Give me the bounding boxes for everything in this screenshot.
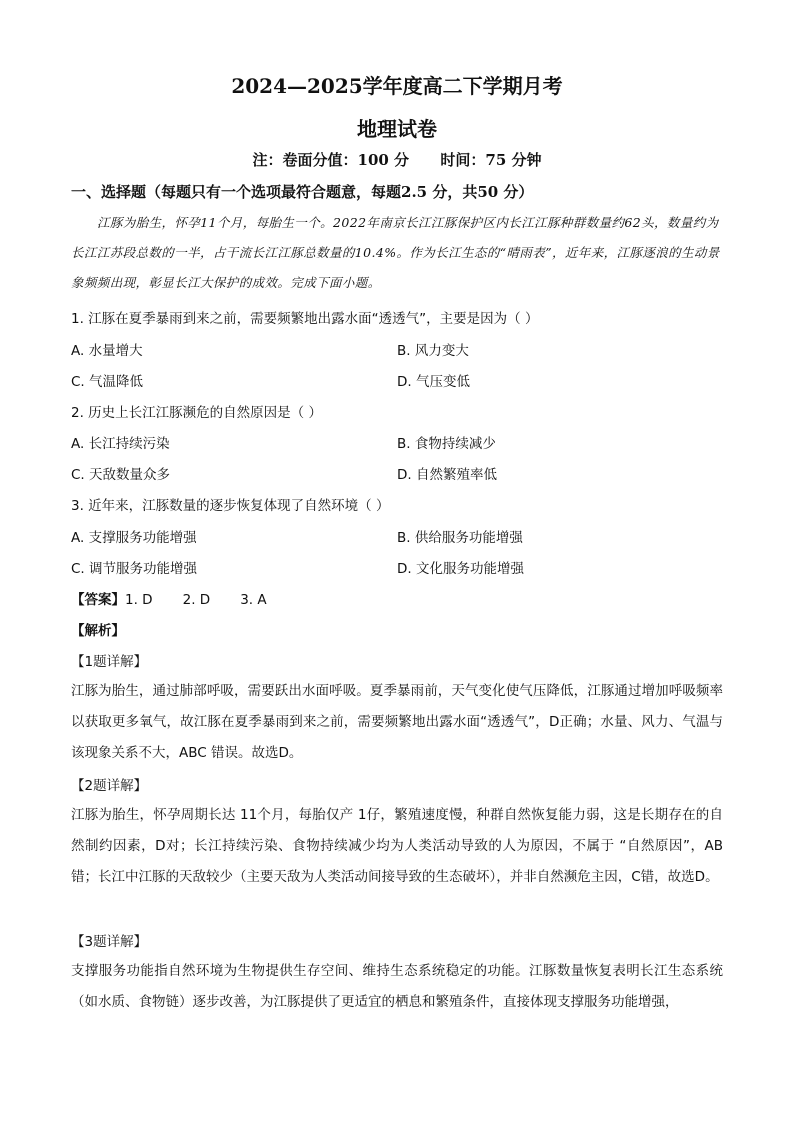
question-2-stem: 2. 历史上长江江豚濒危的自然原因是（ ）	[71, 405, 322, 421]
question-1-option-c: C. 气温降低	[71, 374, 144, 390]
page-title: 2024—2025学年度高二下学期月考	[231, 74, 563, 98]
question-2-option-a: A. 长江持续污染	[71, 436, 170, 452]
detail-2-label: 【2题详解】	[71, 778, 148, 794]
question-3-option-d: D. 文化服务功能增强	[397, 561, 524, 577]
question-3-option-c: C. 调节服务功能增强	[71, 561, 198, 577]
question-1-option-b: B. 风力变大	[397, 343, 469, 359]
question-1-option-a: A. 水量增大	[71, 343, 143, 359]
analysis-label-text: 【解析】	[71, 623, 125, 639]
detail-1-label: 【1题详解】	[71, 654, 148, 670]
analysis-label	[71, 619, 125, 639]
section-heading: 一、选择题（每题只有一个选项最符合题意，每题2.5 分，共50 分）	[71, 183, 534, 201]
exam-note: 注：卷面分值：100 分 时间：75 分钟	[252, 151, 542, 169]
answer-text: 1. D 2. D 3. A	[125, 592, 267, 608]
detail-1-text: 江豚为胎生，通过肺部呼吸，需要跃出水面呼吸。夏季暴雨前，天气变化使气压降低，江豚通过增加呼吸频率以获取更多氧气，故江豚在夏季暴雨到来之前，需要频繁地出露水面“透透气”，D正确；水量、风力、气温与该现象关系不大，ABC 错误。故选D。	[71, 683, 723, 761]
detail-3-text: 支撑服务功能指自然环境为生物提供生存空间、维持生态系统稳定的功能。江豚数量恢复表明长江生态系统（如水质、食物链）逐步改善，为江豚提供了更适宜的栖息和繁殖条件，直接体现支撑服务功能增强，	[71, 963, 723, 1010]
intro-paragraph: 江豚为胎生，怀孕11个月，每胎生一个。2022年南京长江江豚保护区内长江江豚种群数量约62头，数量约为长江江苏段总数的一半，占干流长江江豚总数量的10.4%。作为长江生态的“晴雨表”，近年来，江豚逐浪的生动景象频频出现，彰显长江大保护的成效。完成下面小题。	[71, 215, 720, 290]
question-3-option-b: B. 供给服务功能增强	[397, 530, 523, 546]
question-2-option-d: D. 自然繁殖率低	[397, 467, 497, 483]
detail-3-label: 【3题详解】	[71, 934, 148, 950]
question-2-option-b: B. 食物持续减少	[397, 436, 496, 452]
question-1-stem: 1. 江豚在夏季暴雨到来之前，需要频繁地出露水面“透透气”，主要是因为（ ）	[71, 311, 539, 327]
question-3-option-a: A. 支撑服务功能增强	[71, 530, 197, 546]
question-3-stem: 3. 近年来，江豚数量的逐步恢复体现了自然环境（ ）	[71, 498, 390, 514]
answer-line	[71, 588, 267, 608]
question-2-option-c: C. 天敌数量众多	[71, 467, 171, 483]
detail-2-text: 江豚为胎生，怀孕周期长达 11个月，每胎仅产 1仔，繁殖速度慢，种群自然恢复能力弱，这是长期存在的自然制约因素，D对；长江持续污染、食物持续减少均为人类活动导致的人为原因，不属于 “自然原因”，AB 错；长江中江豚的天敌较少（主要天敌为人类活动间接导致的生态破坏），并非自然濒危主因，C错，故选D。	[71, 807, 723, 885]
answer-label: 【答案】	[71, 592, 125, 608]
question-1-option-d: D. 气压变低	[397, 374, 470, 390]
page-subtitle: 地理试卷	[357, 117, 437, 141]
